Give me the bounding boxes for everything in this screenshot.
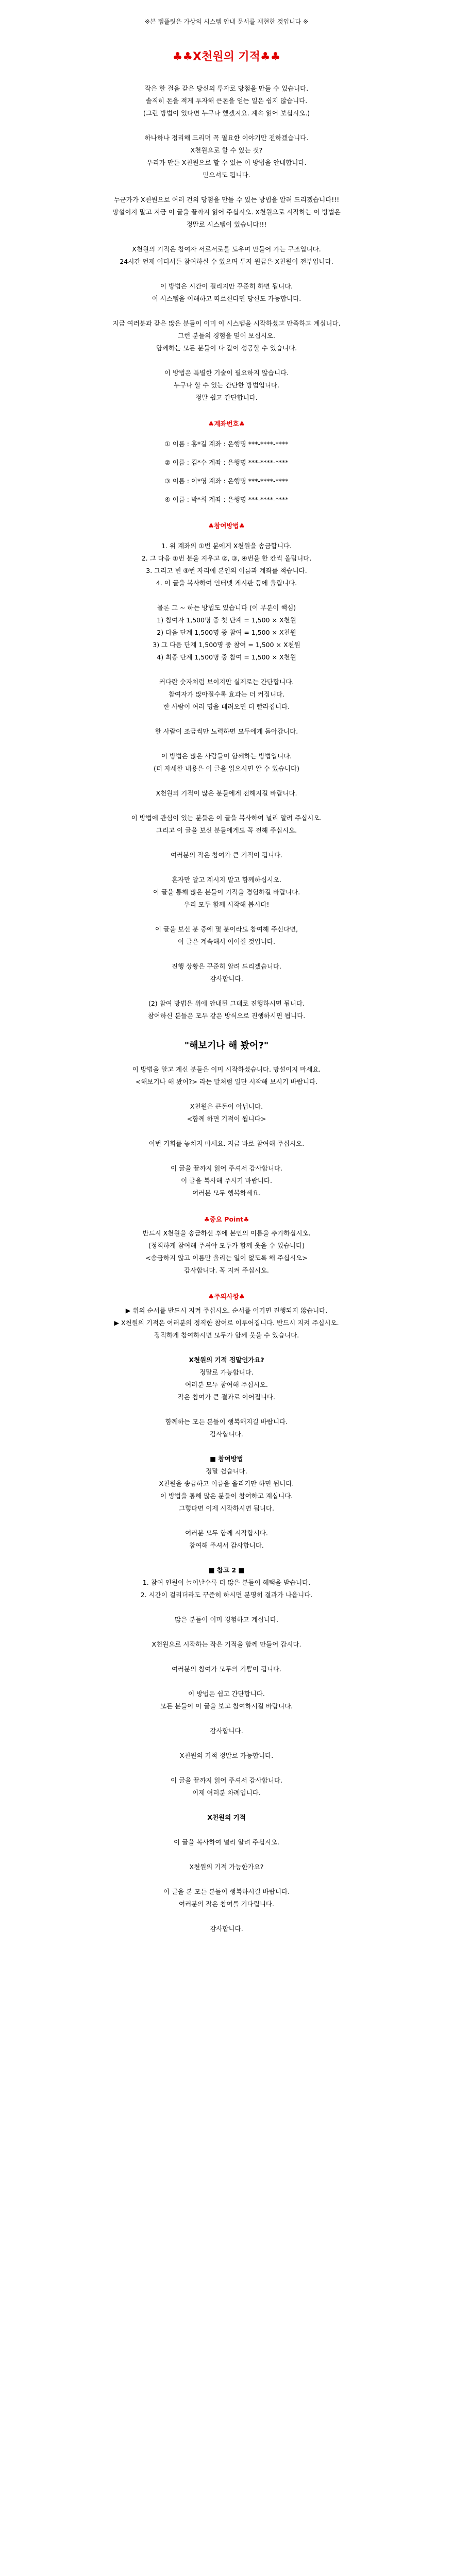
point-heading: ♣중요 Point♣ bbox=[204, 1215, 249, 1223]
point-line: <송금하지 않고 이름만 올리는 일이 없도록 해 주십시오> bbox=[145, 1254, 308, 1262]
para8-line: 이 글을 복사해 주시기 바랍니다. bbox=[181, 1177, 272, 1184]
method-heading: ♣참여방법♣ bbox=[208, 522, 245, 530]
faq-line: 여러분 모두 함께 시작합시다. bbox=[185, 1529, 268, 1537]
paragraph-3 bbox=[21, 243, 432, 268]
para8-line bbox=[21, 1125, 432, 1138]
method-line bbox=[21, 589, 432, 602]
para9-line: 감사합니다. bbox=[210, 1430, 243, 1438]
para6-line: 커다란 숫자처럼 보이지만 실제로는 간단합니다. bbox=[159, 678, 294, 686]
note2-line: 1. 참여 인원이 늘어날수록 더 많은 분들이 혜택을 받습니다. bbox=[142, 1579, 311, 1586]
account-row: ④ 이름 : 박*희 계좌 : 은행명 ***-****-**** bbox=[164, 496, 289, 503]
caution-line: 정직하게 참여하시면 모두가 함께 웃을 수 있습니다. bbox=[154, 1331, 299, 1339]
page-title: ♣♣X천원의 기적♣♣ bbox=[172, 50, 281, 63]
note2-line: 2. 시간이 걸리더라도 꾸준히 하시면 분명히 결과가 나옵니다. bbox=[140, 1591, 313, 1599]
para6-line: (더 자세한 내용은 이 글을 읽으시면 알 수 있습니다) bbox=[153, 765, 300, 772]
note2-line bbox=[21, 1626, 432, 1638]
para9-line: 함께하는 모든 분들이 행복해지길 바랍니다. bbox=[165, 1418, 288, 1426]
closing-line: 이 글을 복사하여 널리 알려 주십시오. bbox=[174, 1838, 279, 1846]
para7-line bbox=[21, 837, 432, 849]
faq-line: 참여해 주셔서 감사합니다. bbox=[189, 1541, 264, 1549]
account-list bbox=[21, 438, 432, 506]
para6-line: 한 사람이 여러 명을 데려오면 더 빨라집니다. bbox=[163, 703, 290, 710]
top-note: ※본 템플릿은 가상의 시스템 안내 문서를 재현한 것입니다 ※ bbox=[144, 18, 309, 25]
method-list bbox=[21, 540, 432, 664]
closing-line: X천원의 기적 bbox=[207, 1814, 246, 1821]
note2-line bbox=[21, 1675, 432, 1688]
closing-line bbox=[21, 1873, 432, 1886]
para2-line: 망설이지 말고 지금 이 글을 끝까지 읽어 주십시오. X천원으로 시작하는 이 방법은 bbox=[112, 208, 341, 216]
para8-line: 이번 기회를 놓치지 마세요. 지금 바로 참여해 주십시오. bbox=[148, 1140, 305, 1147]
paragraph-2 bbox=[21, 194, 432, 231]
note2-line: 많은 분들이 이미 경험하고 계십니다. bbox=[175, 1616, 278, 1623]
account-row: ③ 이름 : 이*영 계좌 : 은행명 ***-****-**** bbox=[164, 477, 289, 485]
caution-list bbox=[21, 1304, 432, 1342]
closing-section bbox=[21, 1750, 432, 1935]
faq-line bbox=[21, 1515, 432, 1527]
caution-heading: ♣주의사항♣ bbox=[208, 1293, 245, 1300]
method-line: 4) 최종 단계 1,500명 중 참여 = 1,500 × X천원 bbox=[157, 653, 296, 661]
paragraph-5 bbox=[21, 367, 432, 404]
para7-line: 이 글을 보신 분 중에 몇 분이라도 참여해 주신다면, bbox=[155, 925, 298, 933]
note2-heading: ■ 참고 2 ■ bbox=[208, 1566, 245, 1574]
closing-line: X천원의 기적 가능한가요? bbox=[189, 1863, 264, 1871]
para2-line: 정말로 시스템이 있습니다!!! bbox=[186, 221, 267, 228]
faq-line: 정말 쉽습니다. bbox=[206, 1467, 247, 1475]
para5-line: 누구나 할 수 있는 간단한 방법입니다. bbox=[174, 381, 279, 389]
note2-line: 감사합니다. bbox=[210, 1727, 243, 1735]
note2-line: 모든 분들이 이 글을 보고 참여하시길 바랍니다. bbox=[160, 1702, 293, 1710]
closing-line bbox=[21, 1910, 432, 1923]
para9-line bbox=[21, 1403, 432, 1416]
intro-line: 솔직히 돈을 적게 투자해 큰돈을 얻는 일은 쉽지 않습니다. bbox=[145, 97, 308, 105]
para7-line: 감사합니다. bbox=[210, 975, 243, 982]
para6-line: 참여자가 많아질수록 효과는 더 커집니다. bbox=[168, 690, 285, 698]
para4-line: 지금 여러분과 같은 많은 분들이 이미 이 시스템을 시작하셨고 만족하고 계십니다. bbox=[112, 319, 341, 327]
caution-line: ▶ 위의 순서를 반드시 지켜 주십시오. 순서를 어기면 진행되지 않습니다. bbox=[125, 1307, 328, 1314]
intro-line bbox=[21, 120, 432, 132]
para9-line: 여러분 모두 참여해 주십시오. bbox=[185, 1381, 268, 1388]
paragraph-8 bbox=[21, 1063, 432, 1199]
para9-line: 작은 참여가 큰 결과로 이어집니다. bbox=[178, 1393, 275, 1401]
closing-line: 감사합니다. bbox=[210, 1925, 243, 1933]
para8-line bbox=[21, 1150, 432, 1162]
method-line: 4. 이 글을 복사하여 인터넷 게시판 등에 올립니다. bbox=[156, 579, 297, 587]
method-line: 3) 그 다음 단계 1,500명 중 참여 = 1,500 × X천원 bbox=[153, 641, 300, 649]
faq-line: 이 방법을 통해 많은 분들이 참여하고 계십니다. bbox=[160, 1492, 293, 1500]
intro-line: (그런 방법이 있다면 누구나 했겠지요. 계속 읽어 보십시오.) bbox=[143, 109, 310, 117]
note2-line: X천원으로 시작하는 작은 기적을 함께 만들어 갑시다. bbox=[152, 1640, 301, 1648]
point-list bbox=[21, 1227, 432, 1277]
faq-line: X천원을 송금하고 이름을 올리기만 하면 됩니다. bbox=[159, 1480, 294, 1487]
paragraph-6 bbox=[21, 676, 432, 775]
para7-line: 우리 모두 함께 시작해 봅시다! bbox=[183, 901, 270, 908]
account-row: ① 이름 : 홍*길 계좌 : 은행명 ***-****-**** bbox=[164, 440, 289, 448]
quote-heading: "해보기나 해 봤어?" bbox=[184, 1040, 269, 1051]
para4-line bbox=[21, 305, 432, 317]
para4-line: 그런 분들의 경험을 믿어 보십시오. bbox=[178, 332, 275, 340]
faq-heading: ■ 참여방법 bbox=[210, 1455, 243, 1463]
note2-line: 이 방법은 쉽고 간단합니다. bbox=[188, 1690, 265, 1698]
intro-line: 우리가 만든 X천원으로 할 수 있는 이 방법을 안내합니다. bbox=[146, 159, 307, 166]
closing-line: 이 글을 끝까지 읽어 주셔서 감사합니다. bbox=[170, 1776, 283, 1784]
para7-line: (2) 참여 방법은 위에 안내된 그대로 진행하시면 됩니다. bbox=[148, 999, 305, 1007]
method-line: 1) 참여자 1,500명 중 첫 단계 = 1,500 × X천원 bbox=[157, 616, 296, 624]
point-line: (정직하게 참여해 주셔야 모두가 함께 웃을 수 있습니다) bbox=[148, 1242, 305, 1249]
paragraph-4 bbox=[21, 280, 432, 354]
para5-line: 이 방법은 특별한 기술이 필요하지 않습니다. bbox=[164, 369, 289, 377]
intro-line: 믿으셔도 됩니다. bbox=[203, 171, 250, 179]
intro-section bbox=[21, 82, 432, 181]
para7-line: 혼자만 알고 계시지 말고 함께하십시오. bbox=[171, 876, 282, 884]
account-heading: ♣계좌번호♣ bbox=[208, 420, 245, 428]
para7-line: 이 글은 계속해서 이어질 것입니다. bbox=[178, 938, 275, 945]
closing-line: X천원의 기적 정말로 가능합니다. bbox=[179, 1752, 274, 1759]
closing-line: 이제 여러분 차례입니다. bbox=[192, 1789, 261, 1797]
para8-line: 이 글을 끝까지 읽어 주셔서 감사합니다. bbox=[170, 1164, 283, 1172]
paragraph-9 bbox=[21, 1354, 432, 1440]
para8-line: 이 방법을 알고 계신 분들은 이미 시작하셨습니다. 망설이지 마세요. bbox=[132, 1065, 321, 1073]
para6-line: 한 사람이 조금씩만 노력하면 모두에게 돌아갑니다. bbox=[155, 727, 298, 735]
para4-line: 이 시스템을 이해하고 따르신다면 당신도 가능합니다. bbox=[152, 295, 301, 302]
note2-line bbox=[21, 1713, 432, 1725]
para7-line: 참여하신 분들은 모두 같은 방식으로 진행하시면 됩니다. bbox=[147, 1012, 306, 1020]
para9-line: X천원의 기적 정말인가요? bbox=[189, 1356, 264, 1364]
para7-line: 이 글을 통해 많은 분들이 기적을 경험하길 바랍니다. bbox=[153, 888, 300, 896]
point-line: 반드시 X천원을 송금하신 후에 본인의 이름을 추가하십시오. bbox=[142, 1229, 311, 1237]
para9-line: 정말로 가능합니다. bbox=[199, 1368, 254, 1376]
para5-line: 정말 쉽고 간단합니다. bbox=[195, 394, 258, 401]
closing-line: 여러분의 작은 참여를 기다립니다. bbox=[179, 1900, 274, 1908]
para8-line: <해보기나 해 봤어?> 라는 말처럼 일단 시작해 보시기 바랍니다. bbox=[135, 1078, 318, 1086]
method-line: 2. 그 다음 ①번 분을 지우고 ②, ③, ④번을 한 칸씩 올립니다. bbox=[141, 554, 312, 562]
para7-line: 이 방법에 관심이 있는 분들은 이 글을 복사하여 널리 알려 주십시오. bbox=[131, 814, 322, 822]
note2-line bbox=[21, 1601, 432, 1614]
caution-line: ▶ X천원의 기적은 여러분의 정직한 참여로 이루어집니다. 반드시 지켜 주십시오. bbox=[114, 1319, 339, 1327]
account-row: ② 이름 : 김*수 계좌 : 은행명 ***-****-**** bbox=[164, 459, 289, 466]
closing-line: 이 글을 본 모든 분들이 행복하시길 바랍니다. bbox=[163, 1888, 290, 1895]
note2-line: 여러분의 참여가 모두의 기쁨이 됩니다. bbox=[171, 1665, 282, 1673]
closing-line bbox=[21, 1799, 432, 1811]
intro-line: X천원으로 할 수 있는 것? bbox=[190, 146, 263, 154]
para4-line: 이 방법은 시간이 걸리지만 꾸준히 하면 됩니다. bbox=[160, 282, 293, 290]
paragraph-7 bbox=[21, 787, 432, 1022]
para8-line: X천원은 큰돈이 아닙니다. bbox=[190, 1103, 263, 1110]
para7-line bbox=[21, 911, 432, 923]
intro-line: 하나하나 정리해 드리며 꼭 필요한 이야기만 전하겠습니다. bbox=[144, 134, 309, 142]
closing-line bbox=[21, 1849, 432, 1861]
para3-line: 24시간 언제 어디서든 참여하실 수 있으며 투자 원금은 X천원이 전부입니다. bbox=[120, 258, 333, 265]
method-line: 물론 그 ~ 하는 방법도 있습니다 (이 부분이 핵심) bbox=[157, 604, 296, 612]
para2-line: 누군가가 X천원으로 여러 건의 당첨을 만들 수 있는 방법을 알려 드리겠습니다!!! bbox=[113, 196, 340, 204]
para7-line: 여러분의 작은 참여가 큰 기적이 됩니다. bbox=[170, 851, 283, 859]
para7-line bbox=[21, 861, 432, 874]
para8-line bbox=[21, 1088, 432, 1100]
para7-line: 진행 상황은 꾸준히 알려 드리겠습니다. bbox=[171, 962, 282, 970]
note2-line bbox=[21, 1651, 432, 1663]
para8-line: 여러분 모두 행복하세요. bbox=[192, 1189, 261, 1197]
para7-line bbox=[21, 948, 432, 960]
closing-line bbox=[21, 1824, 432, 1836]
para8-line: <함께 하면 기적이 됩니다> bbox=[187, 1115, 266, 1123]
method-line: 1. 위 계좌의 ①번 분에게 X천원을 송금합니다. bbox=[161, 542, 292, 550]
method-line: 2) 다음 단계 1,500명 중 참여 = 1,500 × X천원 bbox=[157, 629, 296, 636]
method-line: 3. 그리고 빈 ④번 자리에 본인의 이름과 계좌를 적습니다. bbox=[146, 567, 307, 574]
para6-line bbox=[21, 713, 432, 725]
para7-line bbox=[21, 800, 432, 812]
para7-line: 그리고 이 글을 보신 분들에게도 꼭 전해 주십시오. bbox=[156, 826, 297, 834]
intro-line: 작은 한 걸음 같은 당신의 투자로 당첨을 만들 수 있습니다. bbox=[144, 84, 309, 92]
para7-line: X천원의 기적이 많은 분들에게 전해지길 바랍니다. bbox=[156, 789, 297, 797]
para6-line bbox=[21, 738, 432, 750]
faq-list bbox=[21, 1465, 432, 1552]
para3-line: X천원의 기적은 참여자 서로서로를 도우며 만들어 가는 구조입니다. bbox=[132, 245, 321, 253]
para7-line bbox=[21, 985, 432, 997]
faq-line: 그렇다면 이제 시작하시면 됩니다. bbox=[179, 1504, 274, 1512]
point-line: 감사합니다. 꼭 지켜 주십시오. bbox=[184, 1266, 269, 1274]
para4-line: 함께하는 모든 분들이 다 같이 성공할 수 있습니다. bbox=[156, 344, 297, 352]
para6-line: 이 방법은 많은 사람들이 함께하는 방법입니다. bbox=[161, 752, 292, 760]
closing-line bbox=[21, 1762, 432, 1774]
note2-list bbox=[21, 1577, 432, 1737]
